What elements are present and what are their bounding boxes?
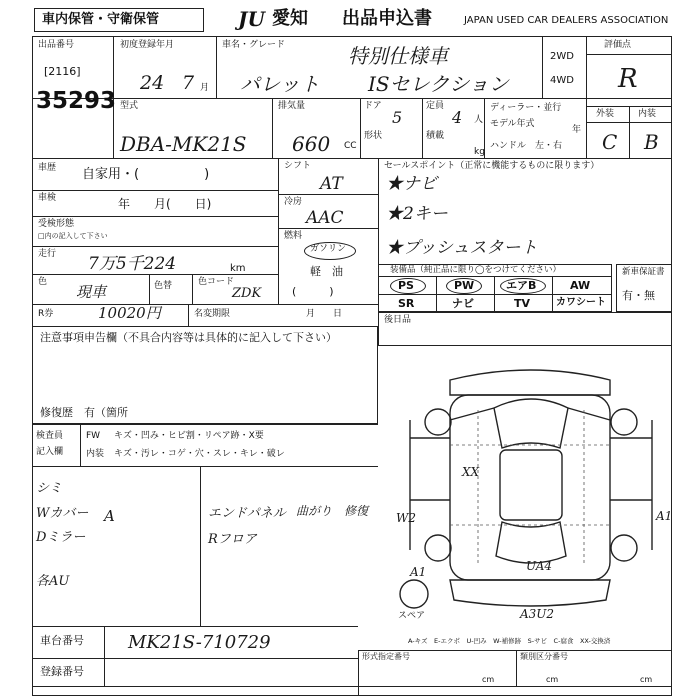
sales-point-2: ★2キー <box>386 204 448 224</box>
model-year-unit: 年 <box>572 125 582 135</box>
fuel-label: 燃料 <box>284 231 303 241</box>
class-label: 類別区分番号 <box>520 652 568 661</box>
equipment-item: PW <box>454 279 475 292</box>
form-title: 出品申込書 <box>342 8 432 29</box>
divider <box>216 36 217 98</box>
dealer-label: ディーラー・並行 <box>490 103 562 113</box>
lot-number: 35293 <box>36 88 117 114</box>
color-value: 現車 <box>76 283 107 301</box>
shaken-value: 年 月( 日) <box>118 197 212 211</box>
rating-value: R <box>618 64 638 94</box>
load-label: 積載 <box>426 131 445 141</box>
damage-mark-left-rear: A1 <box>410 565 427 579</box>
divider <box>200 466 201 626</box>
divider <box>32 304 378 305</box>
damage-mark-bottom: A3U2 <box>520 607 555 621</box>
int-label: 内装 <box>86 449 105 459</box>
divider <box>32 626 358 627</box>
grade: ISセレクション <box>368 72 509 96</box>
damage-mark-left: W2 <box>396 511 416 525</box>
ju-logo: JU <box>238 7 265 31</box>
equipment-item: PS <box>398 279 414 292</box>
cm-unit: cm <box>482 675 495 684</box>
drive-2wd: 2WD <box>550 51 574 62</box>
remark-2b: A <box>104 507 115 525</box>
equipment-item: エアB <box>506 279 537 292</box>
airbag-circle <box>500 278 546 294</box>
handle-label: ハンドル 左・右 <box>490 141 563 151</box>
color-change-label: 色替 <box>154 281 173 291</box>
interior-label: 内装 <box>638 109 657 119</box>
shaken-label: 車検 <box>38 193 57 203</box>
divider <box>188 304 189 326</box>
lot-label: 出品番号 <box>38 40 75 50</box>
equipment-item: TV <box>514 297 531 310</box>
shift-label: シフト <box>284 161 312 171</box>
damage-mark-center-rear: UA4 <box>526 559 553 573</box>
interior-grade: B <box>644 130 659 154</box>
remark-2: Wカバー <box>36 506 89 521</box>
color-code-label: 色コード <box>198 277 235 287</box>
first-reg-year: 24 <box>140 72 165 94</box>
divider <box>32 98 672 99</box>
divider <box>278 228 378 229</box>
ac-value: AAC <box>306 208 344 228</box>
sales-label: セールスポイント（正常に機能するものに限ります） <box>384 161 600 171</box>
fw-label: FW <box>86 431 101 441</box>
damage-legend: A-キズ E-エクボ U-凹み W-補修跡 S-サビ C-腐食 XX-交換済 <box>408 637 611 645</box>
storage-label: 車内保管・守衛保管 <box>42 12 160 27</box>
remark-7: 各AU <box>36 574 70 589</box>
cm-unit: cm <box>640 675 653 684</box>
rear-items-box <box>378 312 672 346</box>
divider <box>629 106 630 158</box>
divider <box>516 650 517 686</box>
type-label: 型式 <box>120 101 139 111</box>
divider <box>360 98 361 158</box>
remark-3: Dミラー <box>36 530 86 545</box>
model-code: DBA-MK21S <box>120 132 247 156</box>
divider <box>552 276 553 312</box>
association-name: JAPAN USED CAR DEALERS ASSOCIATION <box>464 15 669 26</box>
divider <box>80 424 81 466</box>
model-label: 車名・グレード <box>222 40 286 50</box>
divider <box>358 650 672 651</box>
exterior-grade: C <box>602 130 618 154</box>
rating-label: 評価点 <box>604 40 632 50</box>
name-change-value: 月 日 <box>306 309 343 319</box>
pw-circle <box>446 278 482 294</box>
divider <box>378 294 612 295</box>
history-label: 車歴 <box>38 163 57 173</box>
first-reg-label: 初度登録年月 <box>120 40 175 50</box>
equipment-item: SR <box>398 297 415 310</box>
damage-mark-right: A1 <box>656 509 673 523</box>
divider <box>192 274 193 304</box>
new-warranty-value: 有・無 <box>622 289 655 302</box>
kg-unit: kg <box>474 147 485 157</box>
ac-label: 冷房 <box>284 197 303 207</box>
equipment-item: カワシート <box>556 297 606 308</box>
sales-point-1: ★ナビ <box>386 174 437 194</box>
mileage: 7万5千224 <box>88 254 177 274</box>
new-warranty-label: 新車保証書 <box>622 267 665 277</box>
remark-6: Rフロア <box>208 532 257 547</box>
divider <box>32 466 378 467</box>
divider <box>586 54 672 55</box>
fw-items: キズ・凹み・ヒビ割・リペア跡・X要 <box>114 431 264 441</box>
remark-5: 曲がり 修復 <box>296 504 369 518</box>
divider <box>422 98 423 158</box>
divider <box>278 158 279 304</box>
entry-label: 記入欄 <box>36 447 64 457</box>
org-name: 愛知 <box>272 8 308 29</box>
shift-value: AT <box>320 174 343 194</box>
fuel-gas: ガソリン <box>310 244 347 254</box>
color-code: ZDK <box>232 286 262 301</box>
divider <box>104 626 105 686</box>
equipment-item: ナビ <box>452 297 474 310</box>
capacity-label: 定員 <box>426 101 445 111</box>
divider <box>494 276 495 312</box>
exterior-label: 外装 <box>596 109 615 119</box>
ps-circle <box>390 278 426 294</box>
mileage-label: 走行 <box>38 249 57 259</box>
fuel-paren: ( ) <box>292 285 334 298</box>
history-value: 自家用・( ) <box>82 167 210 182</box>
divider <box>32 424 378 425</box>
int-items: キズ・汚レ・コゲ・穴・スレ・キレ・破レ <box>114 449 285 459</box>
r-ticket-value: 10020円 <box>98 304 161 322</box>
damage-mark-center: XX <box>462 465 480 479</box>
r-ticket-label: R券 <box>38 309 54 319</box>
lot-code: [2116] <box>44 65 81 78</box>
shape-label: 形状 <box>364 131 383 141</box>
divider <box>32 158 672 159</box>
displacement: 660 <box>292 132 331 156</box>
divider <box>32 274 278 275</box>
fuel-diesel: 軽 油 <box>310 265 343 278</box>
caution-label: 注意事項申告欄（不具合内容等は具体的に記入して下さい） <box>40 331 337 344</box>
receipt-note: □内の記入して下さい <box>38 232 108 240</box>
repair-label: 修復歴 有（箇所 <box>40 406 128 419</box>
model-spec-label: 形式指定番号 <box>362 652 410 661</box>
divider <box>32 190 278 191</box>
divider <box>32 216 278 217</box>
car-name: パレット <box>240 72 320 96</box>
reg-label: 登録番号 <box>40 665 84 678</box>
remark-1: シミ <box>36 481 63 496</box>
divider <box>149 274 150 304</box>
month-unit: 月 <box>200 83 210 93</box>
chassis-value: MK21S-710729 <box>128 632 271 653</box>
divider <box>378 276 612 277</box>
model-year-label: モデル年式 <box>490 119 535 129</box>
divider <box>278 194 378 195</box>
inspector-label: 検査員 <box>36 431 64 441</box>
name-change-label: 名変期限 <box>194 309 231 319</box>
capacity-unit: 人 <box>474 115 484 125</box>
sales-point-3: ★プッシュスタート <box>386 238 538 258</box>
equipment-item: AW <box>570 279 591 292</box>
equipment-label: 装備品（純正品に限り◯をつけてください） <box>390 265 562 275</box>
cm-unit: cm <box>546 675 559 684</box>
divider <box>436 276 437 312</box>
receipt-label: 受検形態 <box>38 219 75 229</box>
divider <box>32 246 278 247</box>
chassis-label: 車台番号 <box>40 634 84 647</box>
divider <box>542 36 543 98</box>
rear-items-label: 後日品 <box>384 315 412 325</box>
divider <box>358 650 359 696</box>
doors: 5 <box>392 108 403 127</box>
km-unit: km <box>230 263 246 274</box>
doors-label: ドア <box>364 101 382 111</box>
car-diagram <box>390 350 672 630</box>
color-label: 色 <box>38 277 48 287</box>
divider <box>272 98 273 158</box>
drive-4wd: 4WD <box>550 75 574 86</box>
capacity: 4 <box>452 108 463 127</box>
first-reg-month: 7 <box>182 72 195 94</box>
cc-unit: CC <box>344 141 357 151</box>
displacement-label: 排気量 <box>278 101 306 111</box>
special-edition: 特別仕様車 <box>348 44 448 68</box>
divider <box>32 686 672 687</box>
divider <box>32 658 358 659</box>
remark-4: エンドパネル <box>208 506 286 521</box>
spare-label: スペア <box>398 611 426 621</box>
